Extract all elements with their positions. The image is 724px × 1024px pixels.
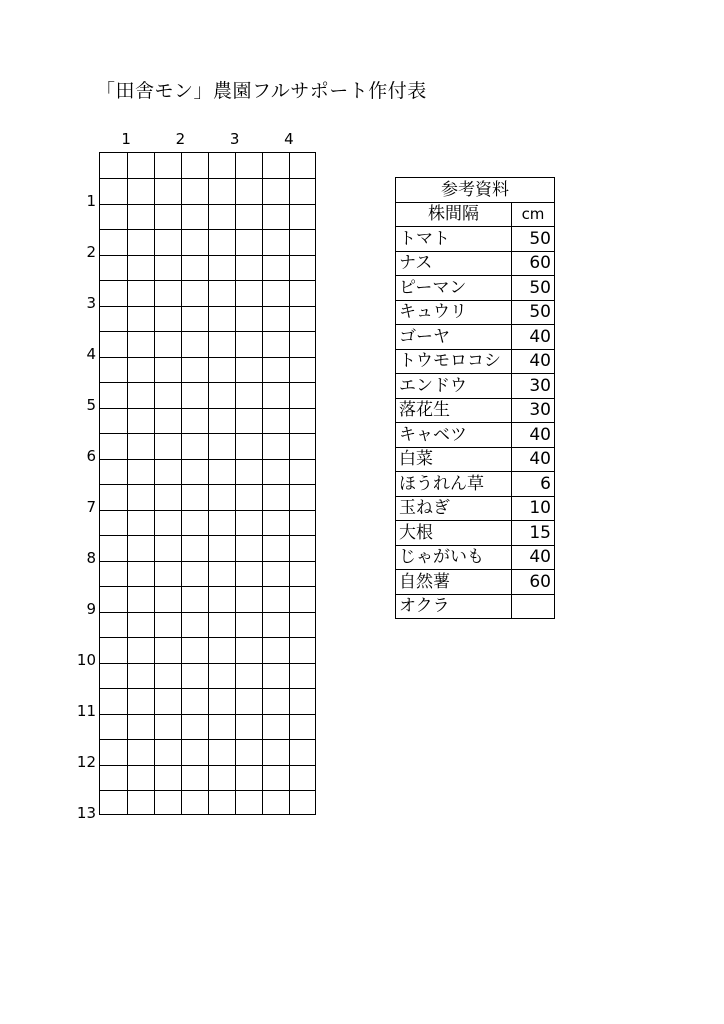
- crop-name: 白菜: [396, 447, 512, 472]
- reference-row: [396, 300, 555, 325]
- reference-row: [396, 423, 555, 448]
- reference-row: [396, 545, 555, 570]
- grid-row-label: 8: [86, 549, 96, 567]
- crop-name: 落花生: [396, 398, 512, 423]
- grid-row-label: 11: [76, 702, 96, 720]
- grid-horizontal-line: [100, 357, 315, 358]
- reference-row: [396, 398, 555, 423]
- reference-row: [396, 570, 555, 595]
- grid-row-label: 6: [86, 447, 96, 465]
- grid-row-label: 4: [86, 345, 96, 363]
- crop-spacing-value: 60: [512, 251, 555, 276]
- crop-name: ゴーヤ: [396, 325, 512, 350]
- crop-name: 自然薯: [396, 570, 512, 595]
- grid-horizontal-line: [100, 204, 315, 205]
- grid-row-label: 7: [86, 498, 96, 516]
- planting-grid: [99, 152, 316, 815]
- crop-spacing-value: 30: [512, 374, 555, 399]
- grid-horizontal-line: [100, 663, 315, 664]
- crop-spacing-value: 50: [512, 300, 555, 325]
- crop-spacing-value: [512, 594, 555, 619]
- crop-spacing-value: 60: [512, 570, 555, 595]
- crop-spacing-value: 6: [512, 472, 555, 497]
- grid-horizontal-line: [100, 408, 315, 409]
- grid-horizontal-line: [100, 586, 315, 587]
- reference-row: [396, 227, 555, 252]
- reference-row: [396, 325, 555, 350]
- grid-horizontal-line: [100, 739, 315, 740]
- crop-spacing-value: 15: [512, 521, 555, 546]
- crop-name: トウモロコシ: [396, 349, 512, 374]
- crop-name: キャベツ: [396, 423, 512, 448]
- grid-horizontal-line: [100, 612, 315, 613]
- grid-horizontal-line: [100, 790, 315, 791]
- grid-horizontal-line: [100, 765, 315, 766]
- grid-horizontal-line: [100, 382, 315, 383]
- grid-column-label: 4: [284, 130, 294, 148]
- grid-horizontal-line: [100, 561, 315, 562]
- reference-row: [396, 276, 555, 301]
- crop-name: ほうれん草: [396, 472, 512, 497]
- grid-horizontal-line: [100, 637, 315, 638]
- grid-row-label: 5: [86, 396, 96, 414]
- page-title: 「田舎モン」農園フルサポート作付表: [96, 80, 427, 102]
- crop-name: じゃがいも: [396, 545, 512, 570]
- crop-spacing-value: 40: [512, 447, 555, 472]
- grid-horizontal-line: [100, 433, 315, 434]
- grid-horizontal-line: [100, 510, 315, 511]
- crop-name: 玉ねぎ: [396, 496, 512, 521]
- unit-header: cm: [512, 202, 555, 227]
- crop-spacing-value: 40: [512, 349, 555, 374]
- grid-column-label: 3: [229, 130, 240, 148]
- spacing-header: 株間隔: [396, 202, 512, 227]
- grid-row-label: 2: [86, 243, 96, 261]
- grid-row-label: 9: [86, 600, 96, 618]
- grid-row-label: 13: [76, 804, 96, 822]
- grid-row-label: 1: [86, 192, 96, 210]
- reference-header-row: [396, 202, 555, 227]
- grid-horizontal-line: [100, 688, 315, 689]
- crop-name: エンドウ: [396, 374, 512, 399]
- reference-row: [396, 349, 555, 374]
- crop-name: ナス: [396, 251, 512, 276]
- reference-row: [396, 472, 555, 497]
- reference-title-row: [396, 178, 555, 203]
- reference-row: [396, 496, 555, 521]
- grid-column-label: 2: [175, 130, 186, 148]
- crop-spacing-value: 50: [512, 227, 555, 252]
- grid-horizontal-line: [100, 306, 315, 307]
- grid-horizontal-line: [100, 229, 315, 230]
- grid-horizontal-line: [100, 484, 315, 485]
- reference-row: [396, 447, 555, 472]
- reference-table: [395, 177, 555, 619]
- crop-spacing-value: 40: [512, 325, 555, 350]
- grid-row-label: 3: [86, 294, 96, 312]
- reference-title: 参考資料: [396, 178, 555, 203]
- crop-name: 大根: [396, 521, 512, 546]
- reference-row: [396, 521, 555, 546]
- reference-row: [396, 251, 555, 276]
- crop-name: ピーマン: [396, 276, 512, 301]
- crop-name: トマト: [396, 227, 512, 252]
- grid-horizontal-line: [100, 714, 315, 715]
- crop-spacing-value: 30: [512, 398, 555, 423]
- grid-column-label: 1: [121, 130, 131, 148]
- reference-row: [396, 374, 555, 399]
- grid-row-label: 12: [76, 753, 96, 771]
- crop-spacing-value: 40: [512, 423, 555, 448]
- grid-horizontal-line: [100, 178, 315, 179]
- grid-horizontal-line: [100, 255, 315, 256]
- grid-horizontal-line: [100, 459, 315, 460]
- crop-spacing-value: 10: [512, 496, 555, 521]
- crop-name: キュウリ: [396, 300, 512, 325]
- grid-row-label: 10: [76, 651, 96, 669]
- grid-horizontal-line: [100, 331, 315, 332]
- crop-name: オクラ: [396, 594, 512, 619]
- crop-spacing-value: 40: [512, 545, 555, 570]
- grid-horizontal-line: [100, 535, 315, 536]
- reference-row: [396, 594, 555, 619]
- grid-horizontal-line: [100, 280, 315, 281]
- crop-spacing-value: 50: [512, 276, 555, 301]
